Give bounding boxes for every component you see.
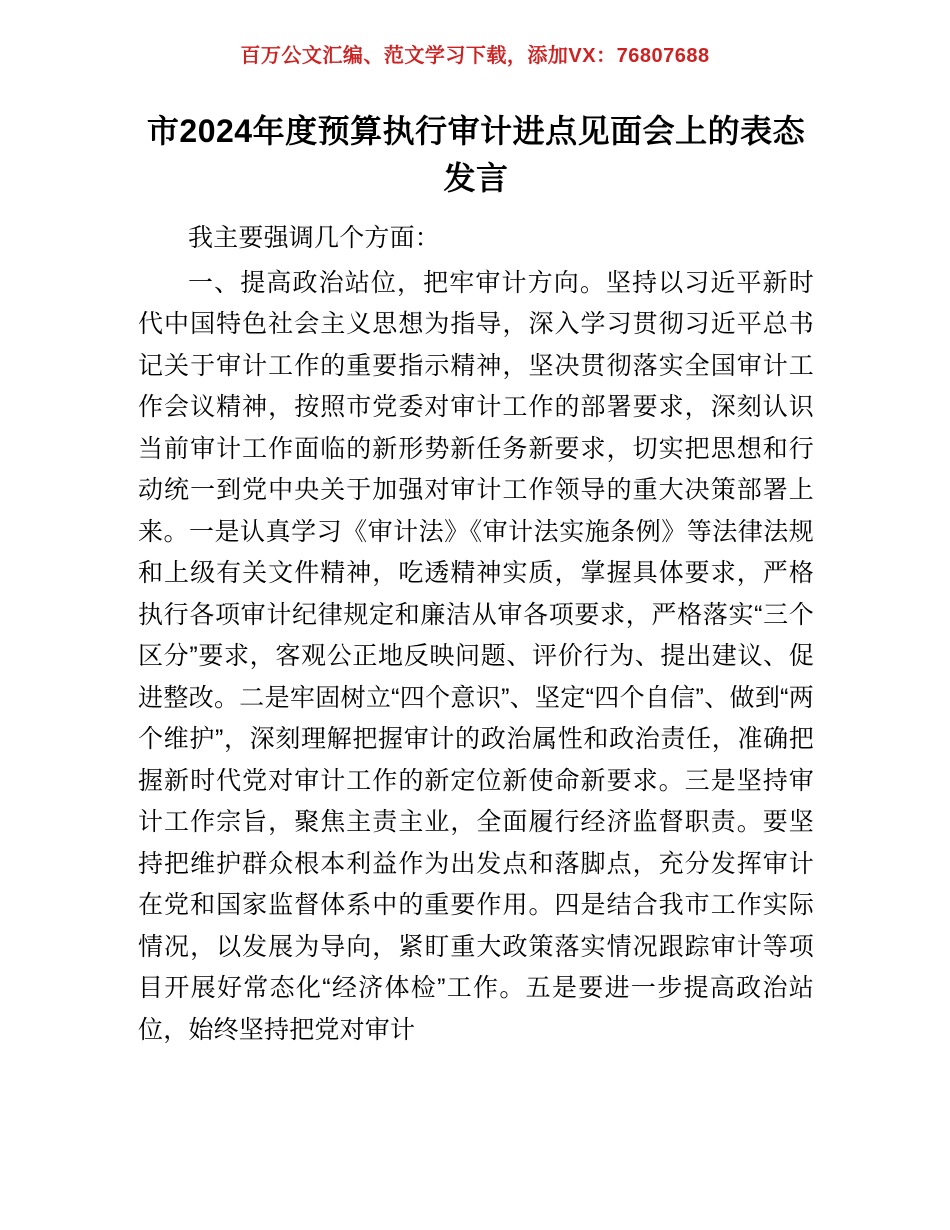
- page-title: 市2024年度预算执行审计进点见面会上的表态发言: [146, 113, 806, 196]
- document-paragraphs: [138, 218, 814, 1051]
- document-body: [138, 108, 814, 1051]
- paragraph-section-one: 一、提高政治站位，把牢审计方向。坚持以习近平新时代中国特色社会主义思想为指导，深入学习贯彻习近平总书记关于审计工作的重要指示精神，坚决贯彻落实全国审计工作会议精神，按照市党委对审计工作的部署要求，深刻认识当前审计工作面临的新形势新任务新要求，切实把思想和行动统一到党中央关于加强对审计工作领导的重大决策部署上来。一是认真学习《审计法》《审计法实施条例》等法律法规和上级有关文件精神，吃透精神实质，掌握具体要求，严格执行各项审计纪律规定和廉洁从审各项要求，严格落实“三个区分”要求，客观公正地反映问题、评价行为、提出建议、促进整改。二是牢固树立“四个意识”、坚定“四个自信”、做到“两个维护”，深刻理解把握审计的政治属性和政治责任，准确把握新时代党对审计工作的新定位新使命新要求。三是坚持审计工作宗旨，聚焦主责主业，全面履行经济监督职责。要坚持把维护群众根本利益作为出发点和落脚点，充分发挥审计在党和国家监督体系中的重要作用。四是结合我市工作实际情况，以发展为导向，紧盯重大政策落实情况跟踪审计等项目开展好常态化“经济体检”工作。五是要进一步提高政治站位，始终坚持把党对审计: [138, 268, 814, 1044]
- promo-banner: 百万公文汇编、范文学习下载，添加VX：76807688: [240, 45, 710, 67]
- paragraph-intro: 我主要强调几个方面：: [188, 224, 441, 252]
